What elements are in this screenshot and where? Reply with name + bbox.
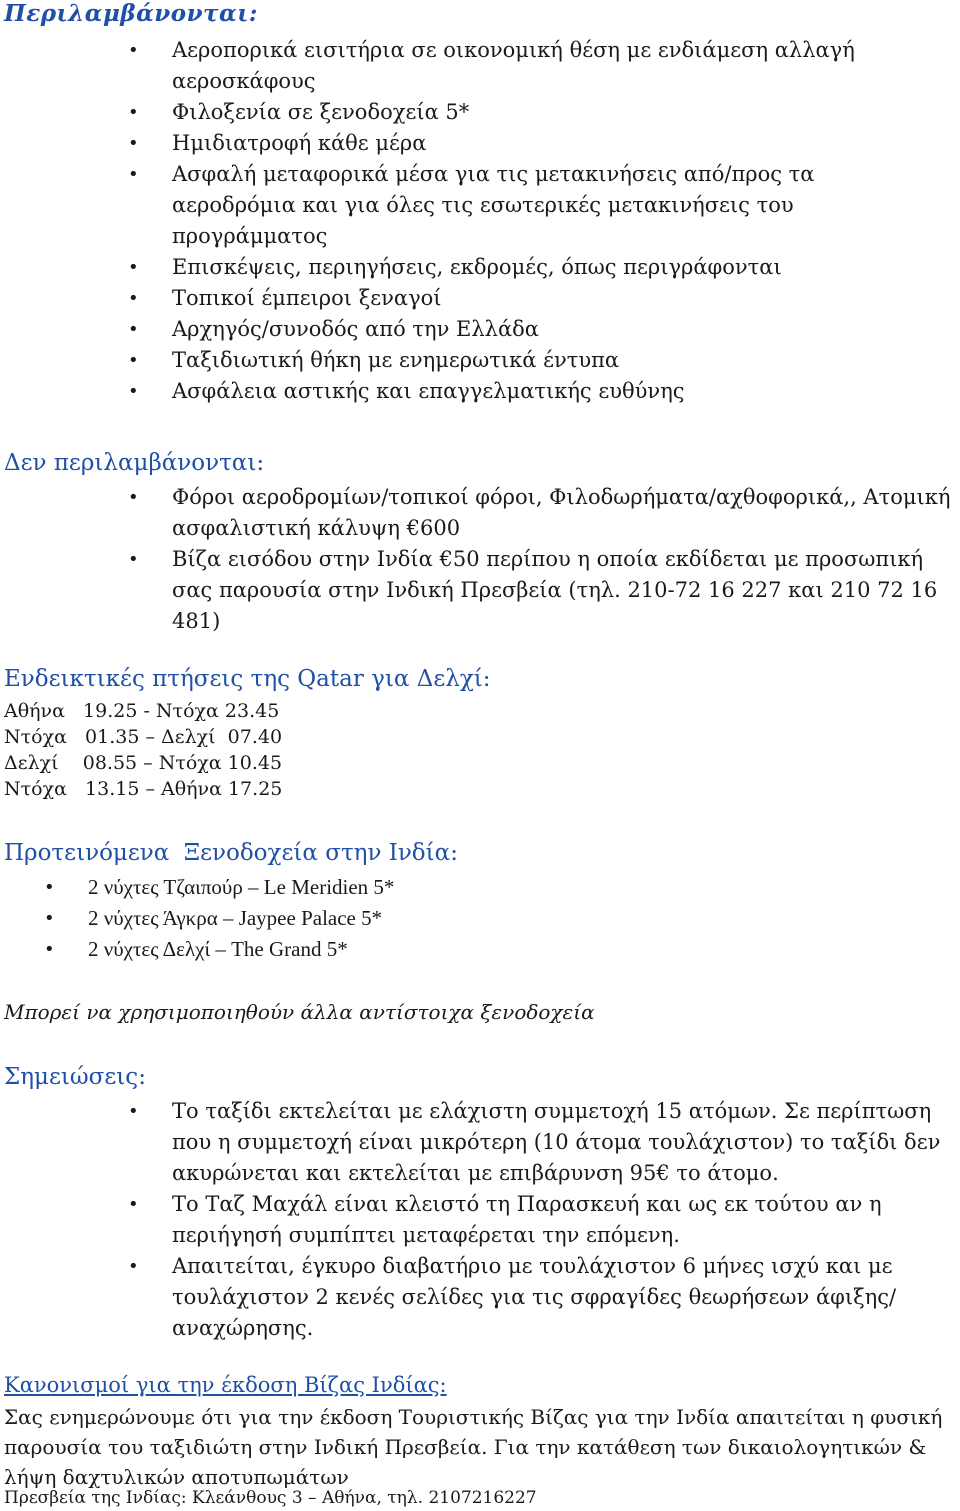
list-item: • Ασφάλεια αστικής και επαγγελματικής ευθύνης xyxy=(172,376,872,407)
bullet-icon: • xyxy=(128,133,139,154)
not-included-list xyxy=(128,482,957,637)
bullet-icon: • xyxy=(128,1256,139,1277)
bullet-icon: • xyxy=(128,381,139,402)
included-heading: Περιλαμβάνονται: xyxy=(4,0,258,27)
list-item: • Επισκέψεις, περιηγήσεις, εκδρομές, όπως περιγράφονται xyxy=(172,252,872,283)
list-item: • Αρχηγός/συνοδός από την Ελλάδα xyxy=(172,314,872,345)
bullet-icon: • xyxy=(128,288,139,309)
bullet-icon: • xyxy=(128,319,139,340)
list-item: • Το ταξίδι εκτελείται με ελάχιστη συμμετοχή 15 ατόμων. Σε περίπτωση που η συμμετοχή είναι μικρότερη (10 άτομα τουλάχιστον) το ταξίδι δεν ακυρώνεται και εκτελείται με επιβάρυνση 95€ το άτομο. xyxy=(172,1096,958,1189)
bullet-icon: • xyxy=(128,350,139,371)
not-included-heading: Δεν περιλαμβάνονται: xyxy=(4,450,265,476)
hotels-list xyxy=(44,872,688,965)
bullet-icon: • xyxy=(128,549,139,570)
list-item: • Βίζα εισόδου στην Ινδία €50 περίπου η οποία εκδίδεται με προσωπική σας παρουσία στην Ινδική Πρεσβεία (τηλ. 210-72 16 227 και 210 72 16 481) xyxy=(172,544,957,637)
bullet-icon: • xyxy=(128,1194,139,1215)
notes-heading: Σημειώσεις: xyxy=(4,1064,146,1090)
bullet-icon: • xyxy=(128,1101,139,1122)
list-item: • 2 νύχτες Άγκρα – Jaypee Palace 5* xyxy=(88,903,688,934)
bullet-icon: • xyxy=(44,939,55,960)
notes-list xyxy=(128,1096,958,1344)
list-item: • Το Ταζ Μαχάλ είναι κλειστό τη Παρασκευή και ως εκ τούτου αν η περιήγησή συμπίπτει μεταφέρεται την επόμενη. xyxy=(172,1189,958,1251)
list-item: • 2 νύχτες Δελχί – The Grand 5* xyxy=(88,934,688,965)
bullet-icon: • xyxy=(128,102,139,123)
flight-line: Ντόχα 01.35 – Δελχί 07.40 xyxy=(4,726,283,748)
bullet-icon: • xyxy=(44,908,55,929)
flight-line: Αθήνα 19.25 - Ντόχα 23.45 xyxy=(4,700,280,722)
flight-line: Ντόχα 13.15 – Αθήνα 17.25 xyxy=(4,778,283,800)
bullet-icon: • xyxy=(44,877,55,898)
list-item: • Απαιτείται, έγκυρο διαβατήριο με τουλάχιστον 6 μήνες ισχύ και με τουλάχιστον 2 κενές σελίδες για τις σφραγίδες θεωρήσεων άφιξης/αναχώρησης. xyxy=(172,1251,958,1344)
included-list xyxy=(128,35,872,407)
bullet-icon: • xyxy=(128,257,139,278)
visa-rules-paragraph: Σας ενημερώνουμε ότι για την έκδοση Τουριστικής Βίζας για την Ινδία απαιτείται η φυσική παρουσία του ταξιδιώτη στην Ινδική Πρεσβεία. Για την κατάθεση των δικαιολογητικών & λήψη δαχτυλικών αποτυπωμάτων xyxy=(4,1405,943,1489)
list-item: • Αεροπορικά εισιτήρια σε οικονομική θέση με ενδιάμεση αλλαγή αεροσκάφους xyxy=(172,35,872,97)
list-item: • Ασφαλή μεταφορικά μέσα για τις μετακινήσεις από/προς τα αεροδρόμια και για όλες τις εσωτερικές μετακινήσεις του προγράμματος xyxy=(172,159,872,252)
list-item: • Ημιδιατροφή κάθε μέρα xyxy=(172,128,872,159)
list-item: • Ταξιδιωτική θήκη με ενημερωτικά έντυπα xyxy=(172,345,872,376)
visa-rules-heading: Κανονισμοί για την έκδοση Βίζας Ινδίας: xyxy=(4,1373,447,1397)
bullet-icon: • xyxy=(128,40,139,61)
list-item: • Φιλοξενία σε ξενοδοχεία 5* xyxy=(172,97,872,128)
list-item: • Τοπικοί έμπειροι ξεναγοί xyxy=(172,283,872,314)
embassy-address: Πρεσβεία της Ινδίας: Κλεάνθους 3 – Αθήνα, τηλ. 2107216227 xyxy=(4,1488,537,1508)
bullet-icon: • xyxy=(128,164,139,185)
hotels-heading: Προτεινόμενα Ξενοδοχεία στην Ινδία: xyxy=(4,840,458,866)
flights-heading: Ενδεικτικές πτήσεις της Qatar για Δελχί: xyxy=(4,666,491,692)
list-item: • Φόροι αεροδρομίων/τοπικοί φόροι, Φιλοδωρήματα/αχθοφορικά,, Ατομική ασφαλιστική κάλυψη €600 xyxy=(172,482,957,544)
flight-line: Δελχί 08.55 – Ντόχα 10.45 xyxy=(4,752,283,774)
list-item: • 2 νύχτες Τζαιπούρ – Le Meridien 5* xyxy=(88,872,688,903)
hotels-note: Μπορεί να χρησιμοποιηθούν άλλα αντίστοιχα ξενοδοχεία xyxy=(4,1000,595,1024)
bullet-icon: • xyxy=(128,487,139,508)
